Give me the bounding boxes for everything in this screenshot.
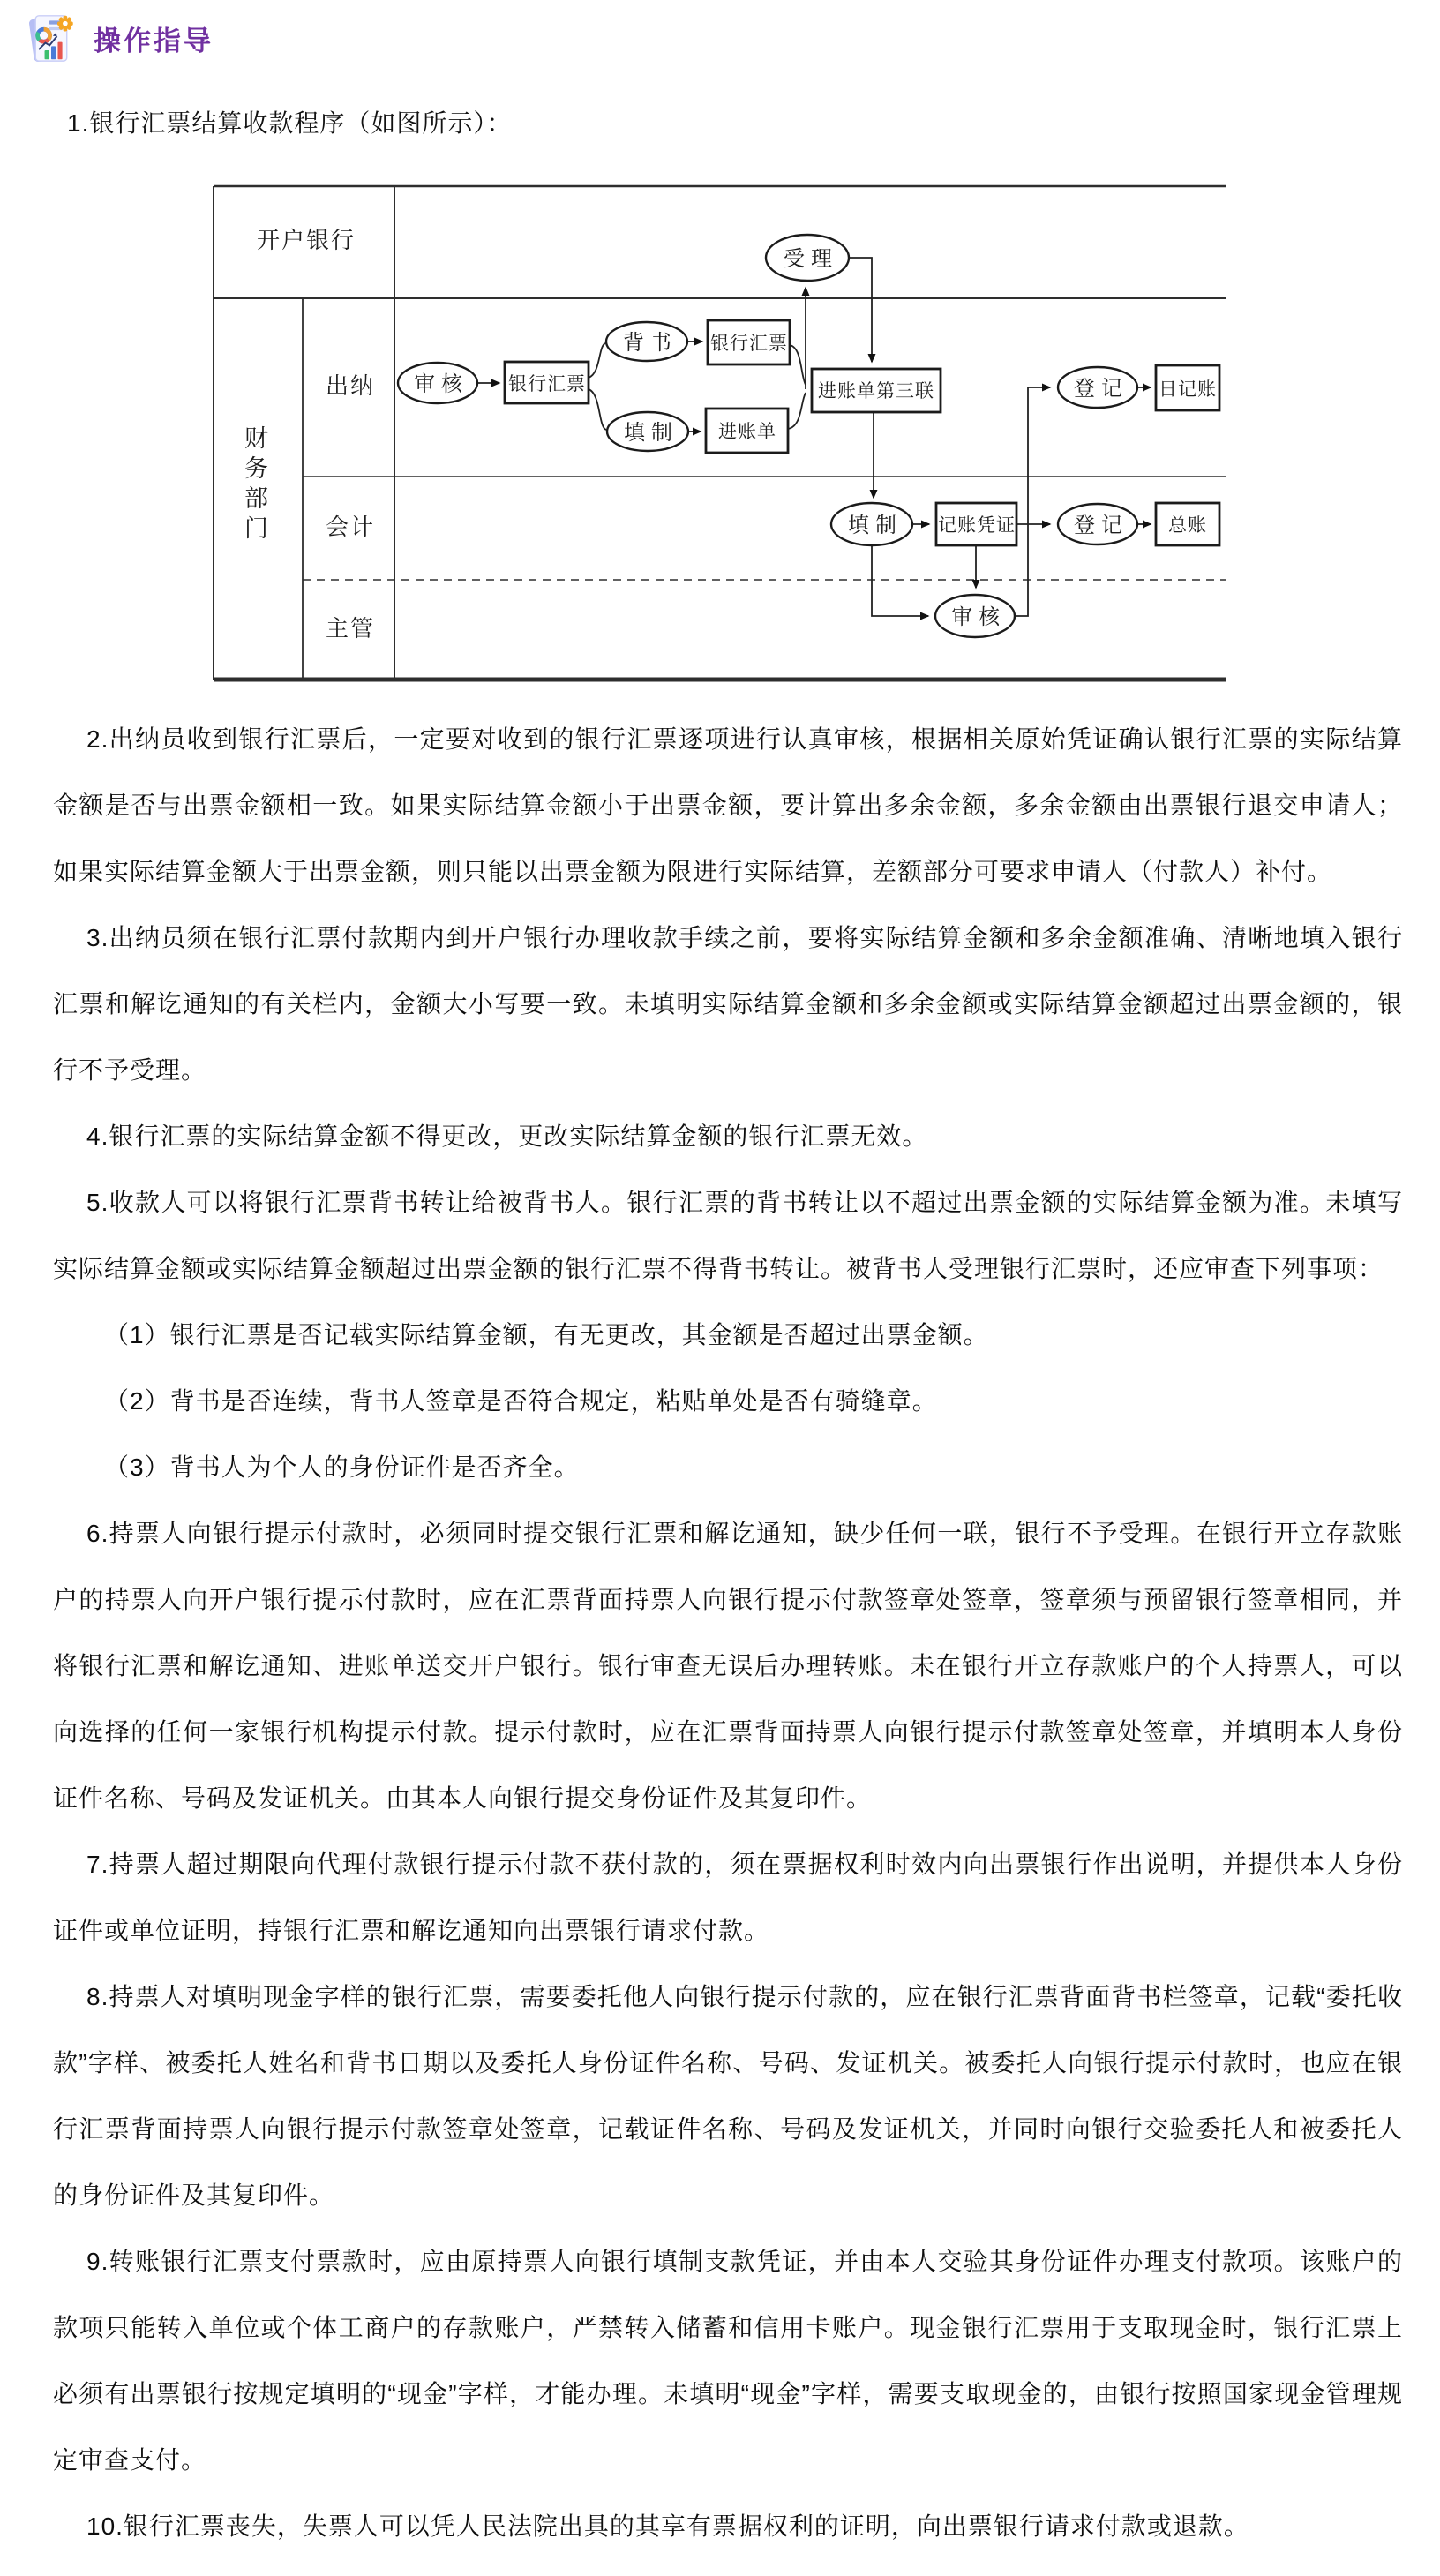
paragraph-10: 10.银行汇票丧失，失票人可以凭人民法院出具的其享有票据权利的证明，向出票银行请求付款或退款。 bbox=[86, 2512, 1249, 2540]
swimlane-chart bbox=[0, 0, 1440, 706]
connector-merge-from-depositslip bbox=[788, 393, 806, 429]
node-fill1-label: 填制 bbox=[624, 421, 679, 445]
node-draft1-label: 银行汇票 bbox=[508, 374, 586, 394]
intro-paragraph: 1.银行汇票结算收款程序（如图所示）： bbox=[67, 109, 513, 137]
node-endorse-label: 背书 bbox=[623, 331, 678, 355]
lane-label-finance-dept: 财务部门 bbox=[241, 425, 267, 545]
lane-label-accountant: 会计 bbox=[325, 514, 376, 540]
paragraph-9: 9.转账银行汇票支付票款时，应由原持票人向银行填制支款凭证，并由本人交验其身份证件办理支付款项。该账户的款项只能转入单位或个体工商户的存款账户，严禁转入储蓄和信用卡账户。现金银行汇票用于支取现金时，银行汇票上必须有出票银行按规定填明的“现金”字样，才能办理。未填明“现金”字样，需要支取现金的，由银行按照国家现金管理规定审查支付。 bbox=[53, 2248, 1403, 2474]
node-journal-label: 日记账 bbox=[1159, 379, 1217, 400]
connector-fill2-review2 bbox=[872, 545, 928, 616]
node-draft2-label: 银行汇票 bbox=[710, 334, 788, 354]
node-slipthird-label: 进账单第三联 bbox=[818, 381, 934, 402]
flow-diagram bbox=[0, 0, 1440, 706]
paragraph-6: 6.持票人向银行提示付款时，必须同时提交银行汇票和解讫通知，缺少任何一联，银行不予受理。在银行开立存款账户的持票人向开户银行提示付款时，应在汇票背面持票人向银行提示付款签章处签章，签章须与预留银行签章相同，并将银行汇票和解讫通知、进账单送交开户银行。银行审查无误后办理转账。未在银行开立存款账户的个人持票人，可以向选择的任何一家银行机构提示付款。提示付款时，应在汇票背面持票人向银行提示付款签章处签章，并填明本人身份证件名称、号码及发证机关。由其本人向银行提交身份证件及其复印件。 bbox=[53, 1520, 1403, 1812]
node-registerledger-label: 登记 bbox=[1074, 514, 1129, 537]
connector-accept-slipthird bbox=[850, 258, 872, 362]
connector-review2-registerjournal bbox=[1015, 387, 1050, 616]
node-accept-label: 受理 bbox=[784, 247, 838, 271]
node-registerjournal-label: 登记 bbox=[1074, 377, 1129, 401]
paragraph-8: 8.持票人对填明现金字样的银行汇票，需要委托他人向银行提示付款的，应在银行汇票背面背书栏签章，记载“委托收款”字样、被委托人姓名和背书日期以及委托人身份证件名称、号码、发证机关。被委托人向银行提示付款时，也应在银行汇票背面持票人向银行提示付款签章处签章，记载证件名称、号码及发证机关，并同时向银行交验委托人和被委托人的身份证件及其复印件。 bbox=[53, 1983, 1403, 2209]
node-depositslip-label: 进账单 bbox=[718, 422, 776, 442]
list-item-2: （2）背书是否连续，背书人签章是否符合规定，粘贴单处是否有骑缝章。 bbox=[104, 1387, 938, 1415]
body-text bbox=[53, 706, 1403, 2559]
node-review1-label: 审核 bbox=[414, 372, 469, 396]
node-ledger-label: 总账 bbox=[1168, 515, 1207, 536]
node-voucher-label: 记账凭证 bbox=[938, 515, 1016, 536]
connector-split-down bbox=[589, 389, 606, 430]
node-review2-label: 审核 bbox=[951, 605, 1006, 629]
list-item-3: （3）背书人为个人的身份证件是否齐全。 bbox=[104, 1453, 580, 1481]
paragraph-4: 4.银行汇票的实际结算金额不得更改，更改实际结算金额的银行汇票无效。 bbox=[86, 1123, 928, 1150]
paragraph-3: 3.出纳员须在银行汇票付款期内到开户银行办理收款手续之前，要将实际结算金额和多余金额准确、清晰地填入银行汇票和解讫通知的有关栏内，金额大小写要一致。未填明实际结算金额和多余金额或实际结算金额超过出票金额的，银行不予受理。 bbox=[53, 924, 1403, 1084]
page-title: 操作指导 bbox=[94, 25, 214, 56]
paragraph-5: 5.收款人可以将银行汇票背书转让给被背书人。银行汇票的背书转让以不超过出票金额的实际结算金额为准。未填写实际结算金额或实际结算金额超过出票金额的银行汇票不得背书转让。被背书人受理银行汇票时，还应审查下列事项： bbox=[53, 1189, 1403, 1282]
connector-merge-from-draft2 bbox=[790, 345, 806, 385]
paragraph-2: 2.出纳员收到银行汇票后，一定要对收到的银行汇票逐项进行认真审核，根据相关原始凭证确认银行汇票的实际结算金额是否与出票金额相一致。如果实际结算金额小于出票金额，要计算出多余金额，多余金额由出票银行退交申请人；如果实际结算金额大于出票金额，则只能以出票金额为限进行实际结算，差额部分可要求申请人（付款人）补付。 bbox=[53, 725, 1403, 885]
lane-label-bank: 开户银行 bbox=[256, 227, 356, 253]
list-item-1: （1）银行汇票是否记载实际结算金额，有无更改，其金额是否超过出票金额。 bbox=[104, 1321, 989, 1348]
connector-split-up bbox=[589, 343, 605, 378]
lane-label-cashier: 出纳 bbox=[325, 372, 376, 399]
connectors bbox=[477, 258, 1151, 616]
node-fill2-label: 填制 bbox=[848, 514, 903, 537]
paragraph-7: 7.持票人超过期限向代理付款银行提示付款不获付款的，须在票据权利时效内向出票银行作出说明，并提供本人身份证件或单位证明，持银行汇票和解讫通知向出票银行请求付款。 bbox=[53, 1851, 1403, 1944]
lane-label-supervisor: 主管 bbox=[325, 615, 376, 642]
